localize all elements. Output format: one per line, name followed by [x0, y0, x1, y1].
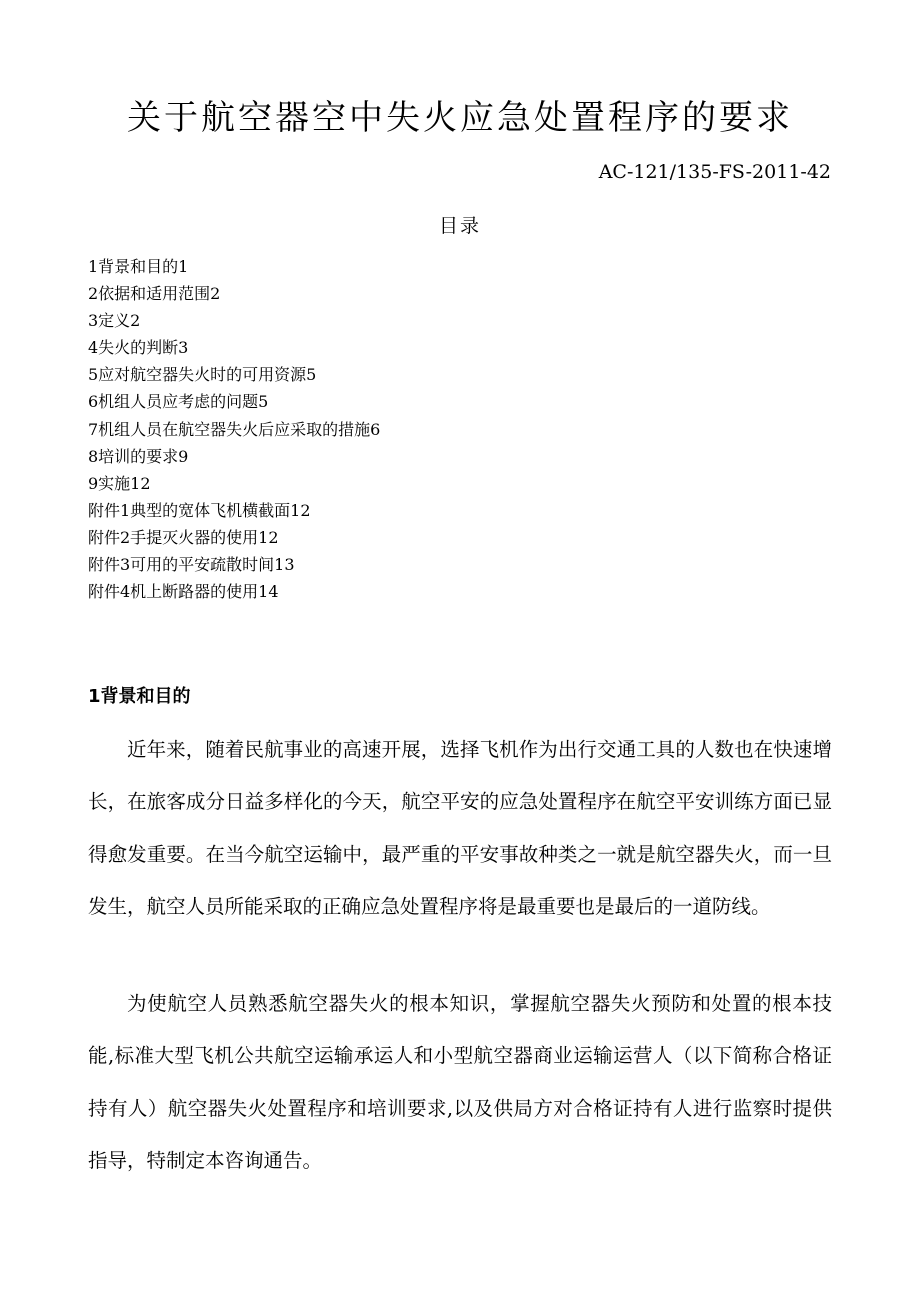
toc-item: 附件2手提灭火器的使用12 [88, 527, 279, 547]
toc-item: 7机组人员在航空器失火后应采取的措施6 [88, 419, 381, 439]
section-heading: 1背景和目的 [88, 686, 191, 707]
document-title: 关于航空器空中失火应急处置程序的要求 [127, 98, 793, 138]
toc-item: 9实施12 [88, 473, 151, 493]
toc-item: 附件3可用的平安疏散时间13 [88, 555, 295, 575]
body-paragraph: 近年来，随着民航事业的高速开展，选择飞机作为出行交通工具的人数也在快速增长，在旅客成分日益多样化的今天，航空平安的应急处置程序在航空平安训练方面已显得愈发重要。在当今航空运输中，最严重的平安事故种类之一就是航空器失火，而一旦发生，航空人员所能采取的正确应急处置程序将是最重要也是最后的一道防线。 [88, 738, 832, 918]
toc-item: 附件1典型的宽体飞机横截面12 [88, 500, 311, 520]
toc-item: 附件4机上断路器的使用14 [88, 582, 279, 602]
toc-item: 5应对航空器失火时的可用资源5 [88, 365, 317, 385]
table-of-contents [88, 253, 380, 605]
toc-item: 1背景和目的1 [88, 257, 189, 276]
toc-item: 2依据和适用范围2 [88, 284, 221, 304]
toc-item: 3定义2 [88, 311, 141, 331]
toc-heading: 目录 [438, 215, 481, 237]
toc-item: 6机组人员应考虑的问题5 [88, 392, 269, 412]
toc-item: 4失火的判断3 [88, 338, 189, 358]
body-paragraph: 为使航空人员熟悉航空器失火的根本知识，掌握航空器失火预防和处置的根本技能,标准大型飞机公共航空运输承运人和小型航空器商业运输运营人（以下简称合格证持有人）航空器失火处置程序和培训要求,以及供局方对合格证持有人进行监察时提供指导，特制定本咨询通告。 [88, 992, 832, 1172]
document-code: AC-121/135-FS-2011-42 [598, 161, 831, 183]
toc-item: 8培训的要求9 [88, 446, 189, 466]
